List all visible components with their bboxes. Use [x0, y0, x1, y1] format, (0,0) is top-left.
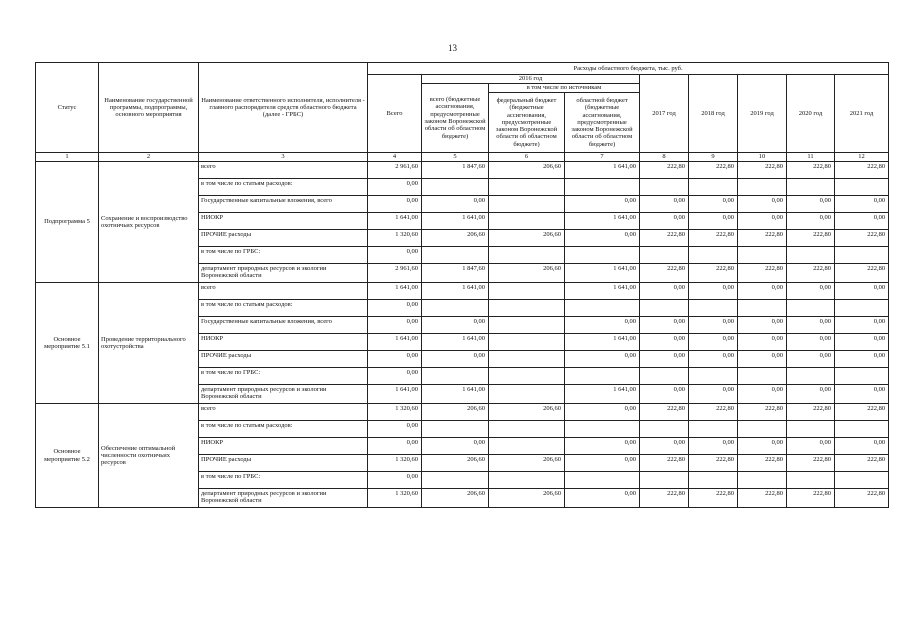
table-row: [36, 162, 889, 179]
header-status: Статус: [36, 63, 99, 153]
column-number: 7: [565, 153, 640, 162]
row-value-cell: 0,00: [787, 283, 835, 300]
row-value-cell: 2 961,60: [368, 264, 422, 283]
row-value-cell: [689, 247, 738, 264]
row-value-cell: 222,80: [835, 162, 889, 179]
row-value-cell: [640, 421, 689, 438]
row-value-cell: 0,00: [835, 317, 889, 334]
row-value-cell: 0,00: [738, 334, 787, 351]
row-value-cell: [835, 247, 889, 264]
row-value-cell: 0,00: [368, 472, 422, 489]
row-value-cell: 222,80: [738, 264, 787, 283]
row-value-cell: 0,00: [738, 317, 787, 334]
header-expenses: Расходы областного бюджета, тыс. руб.: [368, 63, 889, 75]
row-value-cell: 206,60: [489, 455, 565, 472]
header-all-budget: всего (бюджетные ассигнования, предусмотренные законом Воронежской области об областном бюджете): [422, 84, 489, 153]
row-value-cell: [565, 368, 640, 385]
row-value-cell: [835, 300, 889, 317]
row-value-cell: [422, 300, 489, 317]
row-value-cell: 0,00: [565, 317, 640, 334]
row-value-cell: [489, 179, 565, 196]
row-value-cell: 0,00: [422, 317, 489, 334]
row-expense-label: всего: [199, 162, 368, 179]
row-value-cell: [489, 213, 565, 230]
row-value-cell: 0,00: [640, 283, 689, 300]
row-value-cell: [689, 472, 738, 489]
row-value-cell: 222,80: [835, 455, 889, 472]
row-value-cell: 206,60: [489, 162, 565, 179]
row-value-cell: 0,00: [738, 438, 787, 455]
row-expense-label: всего: [199, 404, 368, 421]
row-value-cell: [787, 368, 835, 385]
row-value-cell: [835, 421, 889, 438]
row-value-cell: 0,00: [835, 283, 889, 300]
row-value-cell: 222,80: [835, 404, 889, 421]
row-value-cell: 222,80: [738, 455, 787, 472]
page-number: 13: [448, 43, 457, 53]
row-value-cell: 0,00: [368, 196, 422, 213]
row-value-cell: [738, 421, 787, 438]
row-value-cell: 222,80: [835, 489, 889, 508]
row-expense-label: в том числе по ГРБС:: [199, 472, 368, 489]
row-value-cell: 1 641,00: [565, 385, 640, 404]
row-value-cell: 0,00: [565, 404, 640, 421]
row-value-cell: 0,00: [368, 300, 422, 317]
row-value-cell: 0,00: [689, 196, 738, 213]
row-value-cell: [835, 179, 889, 196]
row-value-cell: [738, 472, 787, 489]
row-value-cell: [489, 438, 565, 455]
row-program-name: Проведение территориального охотустройства: [99, 283, 199, 404]
row-value-cell: 0,00: [640, 351, 689, 368]
row-value-cell: 0,00: [835, 438, 889, 455]
row-value-cell: 0,00: [640, 317, 689, 334]
row-value-cell: [489, 317, 565, 334]
row-value-cell: 1 641,00: [422, 334, 489, 351]
row-value-cell: 0,00: [368, 247, 422, 264]
row-value-cell: 222,80: [689, 455, 738, 472]
column-number: 1: [36, 153, 99, 162]
row-program-name: Сохранение и воспроизводство охотничьих ресурсов: [99, 162, 199, 283]
row-value-cell: 222,80: [787, 264, 835, 283]
row-value-cell: 222,80: [689, 264, 738, 283]
row-value-cell: 0,00: [368, 317, 422, 334]
row-value-cell: [787, 300, 835, 317]
header-2017: 2017 год: [640, 75, 689, 153]
row-value-cell: 1 320,60: [368, 404, 422, 421]
row-value-cell: [738, 179, 787, 196]
row-expense-label: ПРОЧИЕ расходы: [199, 351, 368, 368]
row-value-cell: 206,60: [489, 489, 565, 508]
row-value-cell: 0,00: [422, 196, 489, 213]
column-number: 11: [787, 153, 835, 162]
row-value-cell: [489, 385, 565, 404]
row-value-cell: 0,00: [640, 334, 689, 351]
row-value-cell: [422, 472, 489, 489]
row-value-cell: [565, 247, 640, 264]
row-expense-label: НИОКР: [199, 213, 368, 230]
table-row: [36, 283, 889, 300]
row-value-cell: [565, 421, 640, 438]
row-value-cell: 1 320,60: [368, 489, 422, 508]
row-value-cell: [689, 179, 738, 196]
row-status: Подпрограмма 5: [36, 162, 99, 283]
row-value-cell: [689, 368, 738, 385]
row-value-cell: 0,00: [368, 368, 422, 385]
row-value-cell: 1 320,60: [368, 455, 422, 472]
row-value-cell: 222,80: [738, 162, 787, 179]
column-number: 5: [422, 153, 489, 162]
row-value-cell: 0,00: [787, 385, 835, 404]
row-expense-label: всего: [199, 283, 368, 300]
header-2019: 2019 год: [738, 75, 787, 153]
row-value-cell: 0,00: [787, 196, 835, 213]
row-value-cell: 0,00: [368, 421, 422, 438]
row-value-cell: 0,00: [738, 283, 787, 300]
header-2021: 2021 год: [835, 75, 889, 153]
row-value-cell: [422, 421, 489, 438]
row-value-cell: 1 320,60: [368, 230, 422, 247]
row-value-cell: [640, 300, 689, 317]
row-value-cell: 0,00: [835, 213, 889, 230]
header-by-sources: в том числе по источникам: [489, 84, 640, 93]
row-value-cell: 0,00: [565, 351, 640, 368]
row-value-cell: 0,00: [689, 317, 738, 334]
row-value-cell: [422, 368, 489, 385]
column-number: 12: [835, 153, 889, 162]
row-value-cell: 222,80: [689, 404, 738, 421]
row-value-cell: 222,80: [835, 264, 889, 283]
header-total: Всего: [368, 75, 422, 153]
row-value-cell: 0,00: [422, 438, 489, 455]
row-expense-label: департамент природных ресурсов и экологии Воронежской области: [199, 489, 368, 508]
row-value-cell: 0,00: [368, 179, 422, 196]
row-value-cell: 206,60: [489, 230, 565, 247]
column-number: 8: [640, 153, 689, 162]
row-value-cell: 1 641,00: [422, 385, 489, 404]
row-value-cell: 0,00: [689, 334, 738, 351]
row-value-cell: 222,80: [640, 489, 689, 508]
row-value-cell: [489, 472, 565, 489]
row-value-cell: [489, 421, 565, 438]
row-expense-label: в том числе по статьям расходов:: [199, 421, 368, 438]
row-value-cell: [489, 300, 565, 317]
row-value-cell: 222,80: [787, 230, 835, 247]
column-number: 10: [738, 153, 787, 162]
row-expense-label: Государственные капитальные вложения, всего: [199, 196, 368, 213]
row-value-cell: [835, 368, 889, 385]
row-value-cell: [565, 472, 640, 489]
header-2020: 2020 год: [787, 75, 835, 153]
row-value-cell: 0,00: [787, 351, 835, 368]
row-value-cell: 222,80: [689, 489, 738, 508]
row-value-cell: 222,80: [640, 455, 689, 472]
row-value-cell: [489, 368, 565, 385]
row-value-cell: 222,80: [689, 162, 738, 179]
row-value-cell: 0,00: [565, 489, 640, 508]
column-number: 2: [99, 153, 199, 162]
row-value-cell: [640, 368, 689, 385]
row-value-cell: 0,00: [835, 196, 889, 213]
row-value-cell: [787, 179, 835, 196]
header-executor: Наименование ответственного исполнителя, исполнителя - главного распорядителя средств областного бюджета (далее - ГРБС): [199, 63, 368, 153]
row-value-cell: 0,00: [640, 438, 689, 455]
row-expense-label: НИОКР: [199, 438, 368, 455]
column-number-row: [36, 153, 889, 162]
row-value-cell: 0,00: [738, 351, 787, 368]
row-expense-label: ПРОЧИЕ расходы: [199, 230, 368, 247]
row-value-cell: [565, 300, 640, 317]
row-value-cell: 206,60: [422, 404, 489, 421]
row-value-cell: [787, 472, 835, 489]
row-value-cell: 1 641,00: [422, 283, 489, 300]
row-value-cell: 1 847,60: [422, 162, 489, 179]
row-value-cell: 0,00: [835, 351, 889, 368]
row-value-cell: [738, 247, 787, 264]
row-value-cell: 1 641,00: [565, 213, 640, 230]
row-value-cell: 0,00: [738, 196, 787, 213]
row-value-cell: [489, 351, 565, 368]
row-value-cell: 222,80: [640, 162, 689, 179]
row-value-cell: [489, 283, 565, 300]
row-value-cell: [489, 334, 565, 351]
column-number: 4: [368, 153, 422, 162]
row-value-cell: 0,00: [640, 196, 689, 213]
row-value-cell: [738, 300, 787, 317]
row-value-cell: 0,00: [787, 213, 835, 230]
row-value-cell: [489, 247, 565, 264]
row-value-cell: 1 641,00: [565, 162, 640, 179]
row-value-cell: 1 641,00: [565, 264, 640, 283]
header-2018: 2018 год: [689, 75, 738, 153]
row-value-cell: 206,60: [489, 404, 565, 421]
row-expense-label: в том числе по ГРБС:: [199, 247, 368, 264]
row-value-cell: [489, 196, 565, 213]
row-value-cell: 206,60: [422, 455, 489, 472]
row-value-cell: [787, 247, 835, 264]
row-value-cell: 222,80: [787, 455, 835, 472]
row-value-cell: 0,00: [368, 351, 422, 368]
row-value-cell: 0,00: [738, 213, 787, 230]
row-value-cell: 1 641,00: [368, 385, 422, 404]
budget-table: [35, 62, 889, 508]
row-value-cell: 222,80: [738, 489, 787, 508]
column-number: 9: [689, 153, 738, 162]
row-value-cell: [422, 247, 489, 264]
header-regional: областной бюджет (бюджетные ассигнования, предусмотренные законом Воронежской области об областном бюджете): [565, 93, 640, 153]
row-value-cell: 222,80: [738, 230, 787, 247]
row-value-cell: 0,00: [787, 317, 835, 334]
row-program-name: Обеспечение оптимальной численности охотничьих ресурсов: [99, 404, 199, 508]
row-value-cell: 0,00: [565, 438, 640, 455]
row-value-cell: [738, 368, 787, 385]
row-value-cell: 222,80: [640, 230, 689, 247]
row-value-cell: 2 961,60: [368, 162, 422, 179]
row-value-cell: 1 847,60: [422, 264, 489, 283]
row-value-cell: [640, 179, 689, 196]
row-expense-label: в том числе по статьям расходов:: [199, 300, 368, 317]
row-value-cell: 222,80: [835, 230, 889, 247]
row-value-cell: 0,00: [835, 385, 889, 404]
row-value-cell: 0,00: [565, 230, 640, 247]
row-value-cell: 0,00: [689, 351, 738, 368]
row-value-cell: 0,00: [738, 385, 787, 404]
row-value-cell: 222,80: [787, 404, 835, 421]
row-value-cell: 0,00: [368, 438, 422, 455]
row-value-cell: 0,00: [640, 213, 689, 230]
header-federal: федеральный бюджет (бюджетные ассигнования, предусмотренные законом Воронежской области об областном бюджете): [489, 93, 565, 153]
row-value-cell: 0,00: [787, 334, 835, 351]
row-status: Основное мероприятие 5.2: [36, 404, 99, 508]
row-value-cell: 0,00: [422, 351, 489, 368]
row-value-cell: 206,60: [422, 489, 489, 508]
table-body: [36, 162, 889, 508]
row-value-cell: 222,80: [787, 162, 835, 179]
row-expense-label: департамент природных ресурсов и экологии Воронежской области: [199, 264, 368, 283]
row-value-cell: 0,00: [565, 196, 640, 213]
row-value-cell: 222,80: [640, 264, 689, 283]
row-expense-label: Государственные капитальные вложения, всего: [199, 317, 368, 334]
row-value-cell: [835, 472, 889, 489]
row-value-cell: 0,00: [565, 455, 640, 472]
row-value-cell: 0,00: [787, 438, 835, 455]
row-value-cell: [689, 300, 738, 317]
row-value-cell: 0,00: [689, 283, 738, 300]
row-value-cell: 222,80: [787, 489, 835, 508]
row-value-cell: 222,80: [689, 230, 738, 247]
row-value-cell: 0,00: [689, 438, 738, 455]
row-value-cell: 1 641,00: [565, 283, 640, 300]
row-value-cell: 0,00: [689, 385, 738, 404]
row-value-cell: 1 641,00: [368, 213, 422, 230]
row-value-cell: 1 641,00: [422, 213, 489, 230]
row-status: Основное мероприятие 5.1: [36, 283, 99, 404]
row-value-cell: [640, 472, 689, 489]
row-value-cell: [689, 421, 738, 438]
row-expense-label: департамент природных ресурсов и экологии Воронежской области: [199, 385, 368, 404]
column-number: 6: [489, 153, 565, 162]
row-value-cell: 1 641,00: [368, 283, 422, 300]
row-value-cell: [565, 179, 640, 196]
row-value-cell: 206,60: [489, 264, 565, 283]
row-value-cell: 222,80: [738, 404, 787, 421]
row-value-cell: [422, 179, 489, 196]
row-value-cell: 1 641,00: [565, 334, 640, 351]
row-value-cell: 0,00: [640, 385, 689, 404]
row-value-cell: 222,80: [640, 404, 689, 421]
row-value-cell: [787, 421, 835, 438]
row-value-cell: 0,00: [835, 334, 889, 351]
row-value-cell: [640, 247, 689, 264]
column-number: 3: [199, 153, 368, 162]
row-value-cell: 0,00: [689, 213, 738, 230]
header-program-name: Наименование государственной программы, подпрограммы, основного мероприятия: [99, 63, 199, 153]
row-value-cell: 1 641,00: [368, 334, 422, 351]
table-row: [36, 404, 889, 421]
header-year-2016: 2016 год: [422, 75, 640, 84]
row-expense-label: ПРОЧИЕ расходы: [199, 455, 368, 472]
row-expense-label: в том числе по статьям расходов:: [199, 179, 368, 196]
row-expense-label: в том числе по ГРБС:: [199, 368, 368, 385]
row-expense-label: НИОКР: [199, 334, 368, 351]
row-value-cell: 206,60: [422, 230, 489, 247]
